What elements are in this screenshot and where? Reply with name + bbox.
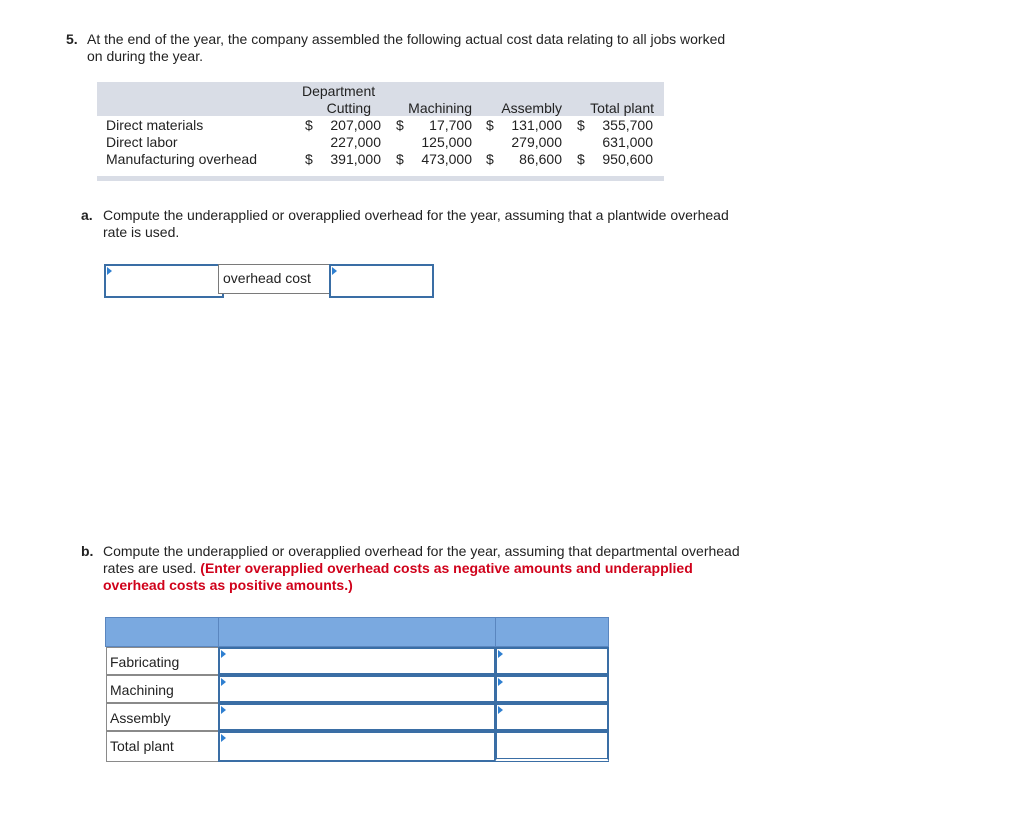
part-b-row-label-machining: Machining: [106, 675, 219, 703]
row-label-direct-materials: Direct materials: [106, 117, 204, 133]
col-header-assembly: Assembly: [501, 100, 562, 116]
part-b-header-cell-1: [105, 617, 219, 647]
dropdown-marker-icon: [332, 267, 337, 275]
cell-sign: $: [577, 117, 585, 133]
part-b-instruction-red: (Enter overapplied overhead costs as negative amounts and underapplied: [200, 560, 693, 576]
cell-amount: 125,000: [421, 134, 472, 150]
part-a-label-dropdown[interactable]: [104, 264, 224, 298]
row-label-direct-labor: Direct labor: [106, 134, 178, 150]
department-label: Department: [302, 83, 376, 99]
part-b-row-label-assembly: Assembly: [106, 703, 219, 731]
cell-amount: 131,000: [511, 117, 562, 133]
cost-table-bottom-bar: [97, 176, 664, 181]
part-b-question: [81, 543, 787, 594]
part-b-line2: [103, 560, 787, 577]
part-b-line2-plain: rates are used.: [103, 560, 201, 576]
cell-sign: $: [305, 151, 313, 167]
row-label-manufacturing-overhead: Manufacturing overhead: [106, 151, 257, 167]
cell-sign: $: [486, 117, 494, 133]
cell-amount: 950,600: [602, 151, 653, 167]
part-a-line1: Compute the underapplied or overapplied overhead for the year, assuming that a plantwide overhead: [103, 207, 729, 223]
part-b-machining-input-1[interactable]: [218, 675, 496, 703]
cell-sign: $: [577, 151, 585, 167]
part-b-line1: Compute the underapplied or overapplied overhead for the year, assuming that departmental overhead: [103, 543, 740, 559]
part-b-fabricating-input-2[interactable]: [495, 647, 609, 675]
part-b-assembly-input-1[interactable]: [218, 703, 496, 731]
part-b-total-plant-input-1[interactable]: [218, 731, 496, 762]
part-a-letter: a.: [81, 207, 93, 223]
part-b-row-label-fabricating: Fabricating: [106, 647, 219, 675]
question-text-line1: At the end of the year, the company assembled the following actual cost data relating to all jobs worked: [87, 31, 726, 47]
part-b-total-plant-input-2[interactable]: [495, 731, 609, 762]
dropdown-marker-icon: [221, 706, 226, 714]
question-5: [66, 31, 786, 65]
cell-amount: 207,000: [330, 117, 381, 133]
dropdown-marker-icon: [221, 678, 226, 686]
cell-amount: 631,000: [602, 134, 653, 150]
dropdown-marker-icon: [221, 650, 226, 658]
part-b-row-label-total-plant: Total plant: [106, 731, 219, 762]
cell-amount: 355,700: [602, 117, 653, 133]
cell-amount: 86,600: [519, 151, 562, 167]
dropdown-marker-icon: [107, 267, 112, 275]
cell-sign: $: [305, 117, 313, 133]
part-a-overhead-cost-label: overhead cost: [218, 264, 331, 294]
cell-sign: $: [396, 117, 404, 133]
dropdown-marker-icon: [221, 734, 226, 742]
cell-amount: 391,000: [330, 151, 381, 167]
dropdown-marker-icon: [498, 706, 503, 714]
part-b-fabricating-input-1[interactable]: [218, 647, 496, 675]
cell-amount: 17,700: [429, 117, 472, 133]
part-b-header-cell-2: [218, 617, 496, 647]
part-a-amount-input[interactable]: [329, 264, 434, 298]
dropdown-marker-icon: [498, 678, 503, 686]
col-header-total-plant: Total plant: [590, 100, 654, 116]
part-b-line3-red: overhead costs as positive amounts.): [103, 577, 353, 593]
col-header-machining: Machining: [408, 100, 472, 116]
cell-amount: 227,000: [330, 134, 381, 150]
cell-sign: $: [396, 151, 404, 167]
cell-amount: 279,000: [511, 134, 562, 150]
part-b-letter: b.: [81, 543, 94, 559]
dropdown-marker-icon: [498, 650, 503, 658]
part-b-machining-input-2[interactable]: [495, 675, 609, 703]
part-a-question: [81, 207, 787, 241]
cell-amount: 473,000: [421, 151, 472, 167]
question-number: 5.: [66, 31, 78, 47]
question-text-line2: on during the year.: [87, 48, 203, 64]
part-b-header-cell-3: [495, 617, 609, 647]
col-header-cutting: Cutting: [326, 100, 371, 116]
part-b-assembly-input-2[interactable]: [495, 703, 609, 731]
part-a-line2: rate is used.: [103, 224, 180, 240]
cell-sign: $: [486, 151, 494, 167]
